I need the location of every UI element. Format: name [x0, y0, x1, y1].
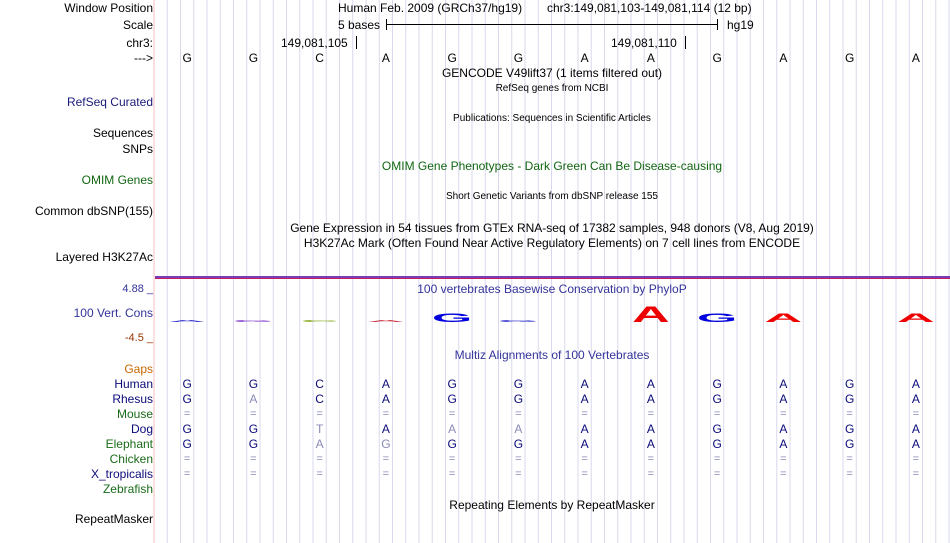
alignment-base: A — [779, 392, 788, 406]
alignment-base: G — [447, 392, 457, 406]
alignment-base: = — [780, 408, 787, 420]
alignment-base: G — [844, 437, 855, 451]
alignment-base: A — [779, 422, 788, 436]
assembly-text: Human Feb. 2009 (GRCh37/hg19) — [338, 1, 523, 15]
conservation-letter: G — [431, 311, 473, 325]
alignment-base: G — [712, 422, 722, 436]
snps-label[interactable]: SNPs — [122, 142, 153, 156]
alignment-base: = — [515, 453, 522, 465]
alignment-base: G — [182, 377, 192, 391]
cons-title[interactable]: 100 vertebrates Basewise Conservation by PhyloP — [417, 282, 687, 296]
alignment-base: = — [912, 468, 920, 480]
alignment-base: A — [315, 437, 324, 451]
alignment-base: C — [315, 392, 324, 406]
alignment-base: A — [911, 392, 920, 406]
species-label[interactable]: Elephant — [105, 437, 153, 451]
alignment-base: A — [580, 422, 589, 436]
h3k-signal-line-2 — [155, 278, 950, 279]
sequences-label[interactable]: Sequences — [92, 126, 153, 140]
sequence-base: G — [182, 51, 192, 65]
alignment-base: G — [182, 422, 192, 436]
conservation-logo[interactable] — [0, 290, 950, 330]
gencode-title[interactable]: GENCODE V49lift37 (1 items filtered out) — [441, 66, 663, 80]
alignment-base: = — [912, 453, 920, 465]
dbsnp-label[interactable]: Common dbSNP(155) — [34, 204, 153, 218]
scale-label: Scale — [122, 18, 153, 32]
species-label[interactable]: Dog — [130, 422, 153, 436]
alignment-base: T — [315, 422, 324, 436]
cons-label[interactable]: 100 Vert. Cons — [73, 306, 153, 320]
alignment-base: G — [513, 392, 524, 406]
conservation-letter: A — [897, 311, 935, 325]
alignment-base: = — [382, 408, 390, 420]
alignment-base: G — [182, 392, 192, 406]
alignment-base: A — [514, 422, 523, 436]
alignment-base: A — [381, 377, 390, 391]
alignment-base: = — [382, 453, 390, 465]
sequence-base: A — [911, 51, 920, 65]
conservation-letter: A — [764, 311, 803, 325]
alignment-base: A — [580, 437, 589, 451]
sequence-base: G — [712, 51, 722, 65]
species-label[interactable]: Rhesus — [112, 392, 153, 406]
conservation-letter: G — [498, 319, 539, 323]
alignment-base: A — [381, 392, 390, 406]
alignment-base: = — [382, 468, 390, 480]
alignment-base: = — [183, 408, 191, 420]
alignment-base: G — [712, 377, 722, 391]
alignment-base: = — [515, 408, 522, 420]
alignment-base: = — [250, 408, 257, 420]
publications-title[interactable]: Publications: Sequences in Scientific Articles — [453, 113, 651, 124]
sequence-base: G — [513, 51, 524, 65]
coord-105: 149,081,105 — [281, 36, 348, 50]
alignment-base: A — [646, 377, 655, 391]
conservation-letter: A — [367, 319, 405, 323]
alignment-base: = — [713, 408, 721, 420]
position-text[interactable]: chr3:149,081,103-149,081,114 (12 bp) — [547, 1, 752, 15]
alignment-base: A — [646, 392, 655, 406]
alignment-base: = — [713, 468, 721, 480]
alignment-base: G — [712, 437, 722, 451]
alignment-base: = — [316, 408, 323, 420]
alignment-base: = — [183, 453, 191, 465]
scale-bar-right-tick — [717, 19, 718, 30]
species-label[interactable]: Chicken — [109, 452, 153, 466]
repeat-title[interactable]: Repeating Elements by RepeatMasker — [449, 498, 655, 512]
sequence-base: G — [844, 51, 855, 65]
alignment-base: G — [513, 437, 524, 451]
alignment-base: = — [780, 453, 787, 465]
alignment-base: = — [713, 453, 721, 465]
alignment-base: A — [646, 437, 655, 451]
sequence-base: A — [580, 51, 589, 65]
scale-bar-left-tick — [386, 19, 387, 30]
h3k-title[interactable]: H3K27Ac Mark (Often Found Near Active Regulatory Elements) on 7 cell lines from ENCODE — [303, 236, 801, 250]
species-label[interactable]: Mouse — [116, 407, 153, 421]
alignment-base: G — [712, 392, 722, 406]
alignment-base: G — [248, 422, 259, 436]
alignment-base: G — [248, 377, 259, 391]
alignment-base: = — [912, 408, 920, 420]
conservation-letter: G — [233, 319, 274, 323]
alignment-base: = — [581, 453, 588, 465]
species-label[interactable]: Zebrafish — [102, 482, 153, 496]
coord-105-tick — [356, 36, 357, 49]
alignment-base: = — [581, 468, 588, 480]
gtex-title[interactable]: Gene Expression in 54 tissues from GTEx RNA-seq of 17382 samples, 948 donors (V8, Aug 2019) — [290, 221, 814, 235]
alignment-base: = — [647, 453, 655, 465]
species-label[interactable]: X_tropicalis — [90, 467, 153, 481]
coord-110-tick — [685, 36, 686, 49]
alignment-base: A — [911, 437, 920, 451]
alignment-base: = — [316, 453, 323, 465]
alignment-base: G — [844, 392, 855, 406]
alignment-base: A — [580, 392, 589, 406]
multiz-title[interactable]: Multiz Alignments of 100 Vertebrates — [454, 348, 650, 362]
alignment-base: A — [249, 392, 258, 406]
refseq-title[interactable]: RefSeq genes from NCBI — [495, 83, 609, 94]
alignment-base: = — [250, 453, 257, 465]
alignment-base: A — [911, 422, 920, 436]
alignment-base: = — [581, 408, 588, 420]
cons-min-label: -4.5 _ — [124, 332, 153, 344]
scale-db: hg19 — [727, 18, 754, 32]
alignment-base: = — [846, 408, 853, 420]
alignment-base: = — [647, 408, 655, 420]
omim-label[interactable]: OMIM Genes — [81, 173, 153, 187]
alignment-base: = — [183, 468, 191, 480]
alignment-base: A — [779, 437, 788, 451]
alignment-base: G — [513, 377, 524, 391]
alignment-base: = — [448, 408, 456, 420]
alignment-base: G — [447, 377, 457, 391]
conservation-letter: A — [632, 302, 670, 327]
alignment-base: = — [448, 468, 456, 480]
sequence-base: C — [315, 51, 324, 65]
scale-bar — [386, 24, 718, 25]
conservation-letter: C — [300, 319, 339, 323]
repeat-label[interactable]: RepeatMasker — [74, 512, 153, 526]
alignment-base: G — [381, 437, 391, 451]
alignment-base: G — [447, 437, 457, 451]
alignment-base: A — [448, 422, 457, 436]
conservation-letter: G — [696, 311, 738, 325]
refseq-label[interactable]: RefSeq Curated — [66, 95, 153, 109]
sequence-base: G — [248, 51, 259, 65]
alignment-base: = — [780, 468, 787, 480]
h3k-label[interactable]: Layered H3K27Ac — [55, 250, 153, 264]
alignment-base: A — [381, 422, 390, 436]
alignment-base: G — [248, 437, 259, 451]
scale-text: 5 bases — [338, 18, 381, 32]
alignment-base: = — [448, 453, 456, 465]
alignment-base: A — [911, 377, 920, 391]
chrom-label: chr3: — [126, 36, 153, 50]
sequence-base: G — [447, 51, 457, 65]
sequence-base: A — [646, 51, 655, 65]
alignment-base: G — [182, 437, 192, 451]
window-position-label: Window Position — [64, 1, 153, 15]
alignment-base: A — [646, 422, 655, 436]
dbsnp-title[interactable]: Short Genetic Variants from dbSNP release 155 — [446, 191, 658, 202]
conservation-letter: A — [168, 319, 206, 323]
alignment-base: G — [844, 422, 855, 436]
alignment-base: C — [315, 377, 324, 391]
species-label[interactable]: Human — [114, 377, 153, 391]
omim-title[interactable]: OMIM Gene Phenotypes - Dark Green Can Be Disease-causing — [381, 159, 723, 173]
sequence-base: A — [381, 51, 390, 65]
strand-label: ---> — [134, 51, 153, 65]
alignment-base: = — [250, 468, 257, 480]
coord-110: 149,081,110 — [611, 36, 677, 50]
alignment-base: = — [316, 468, 323, 480]
alignment-base: = — [846, 453, 853, 465]
cons-max-label: 4.88 _ — [122, 283, 153, 295]
gaps-label[interactable]: Gaps — [124, 362, 153, 376]
alignment-base: = — [846, 468, 853, 480]
sequence-base: A — [779, 51, 788, 65]
alignment-base: G — [844, 377, 855, 391]
alignment-base: A — [779, 377, 788, 391]
alignment-base: = — [647, 468, 655, 480]
alignment-base: = — [515, 468, 522, 480]
alignment-base: A — [580, 377, 589, 391]
